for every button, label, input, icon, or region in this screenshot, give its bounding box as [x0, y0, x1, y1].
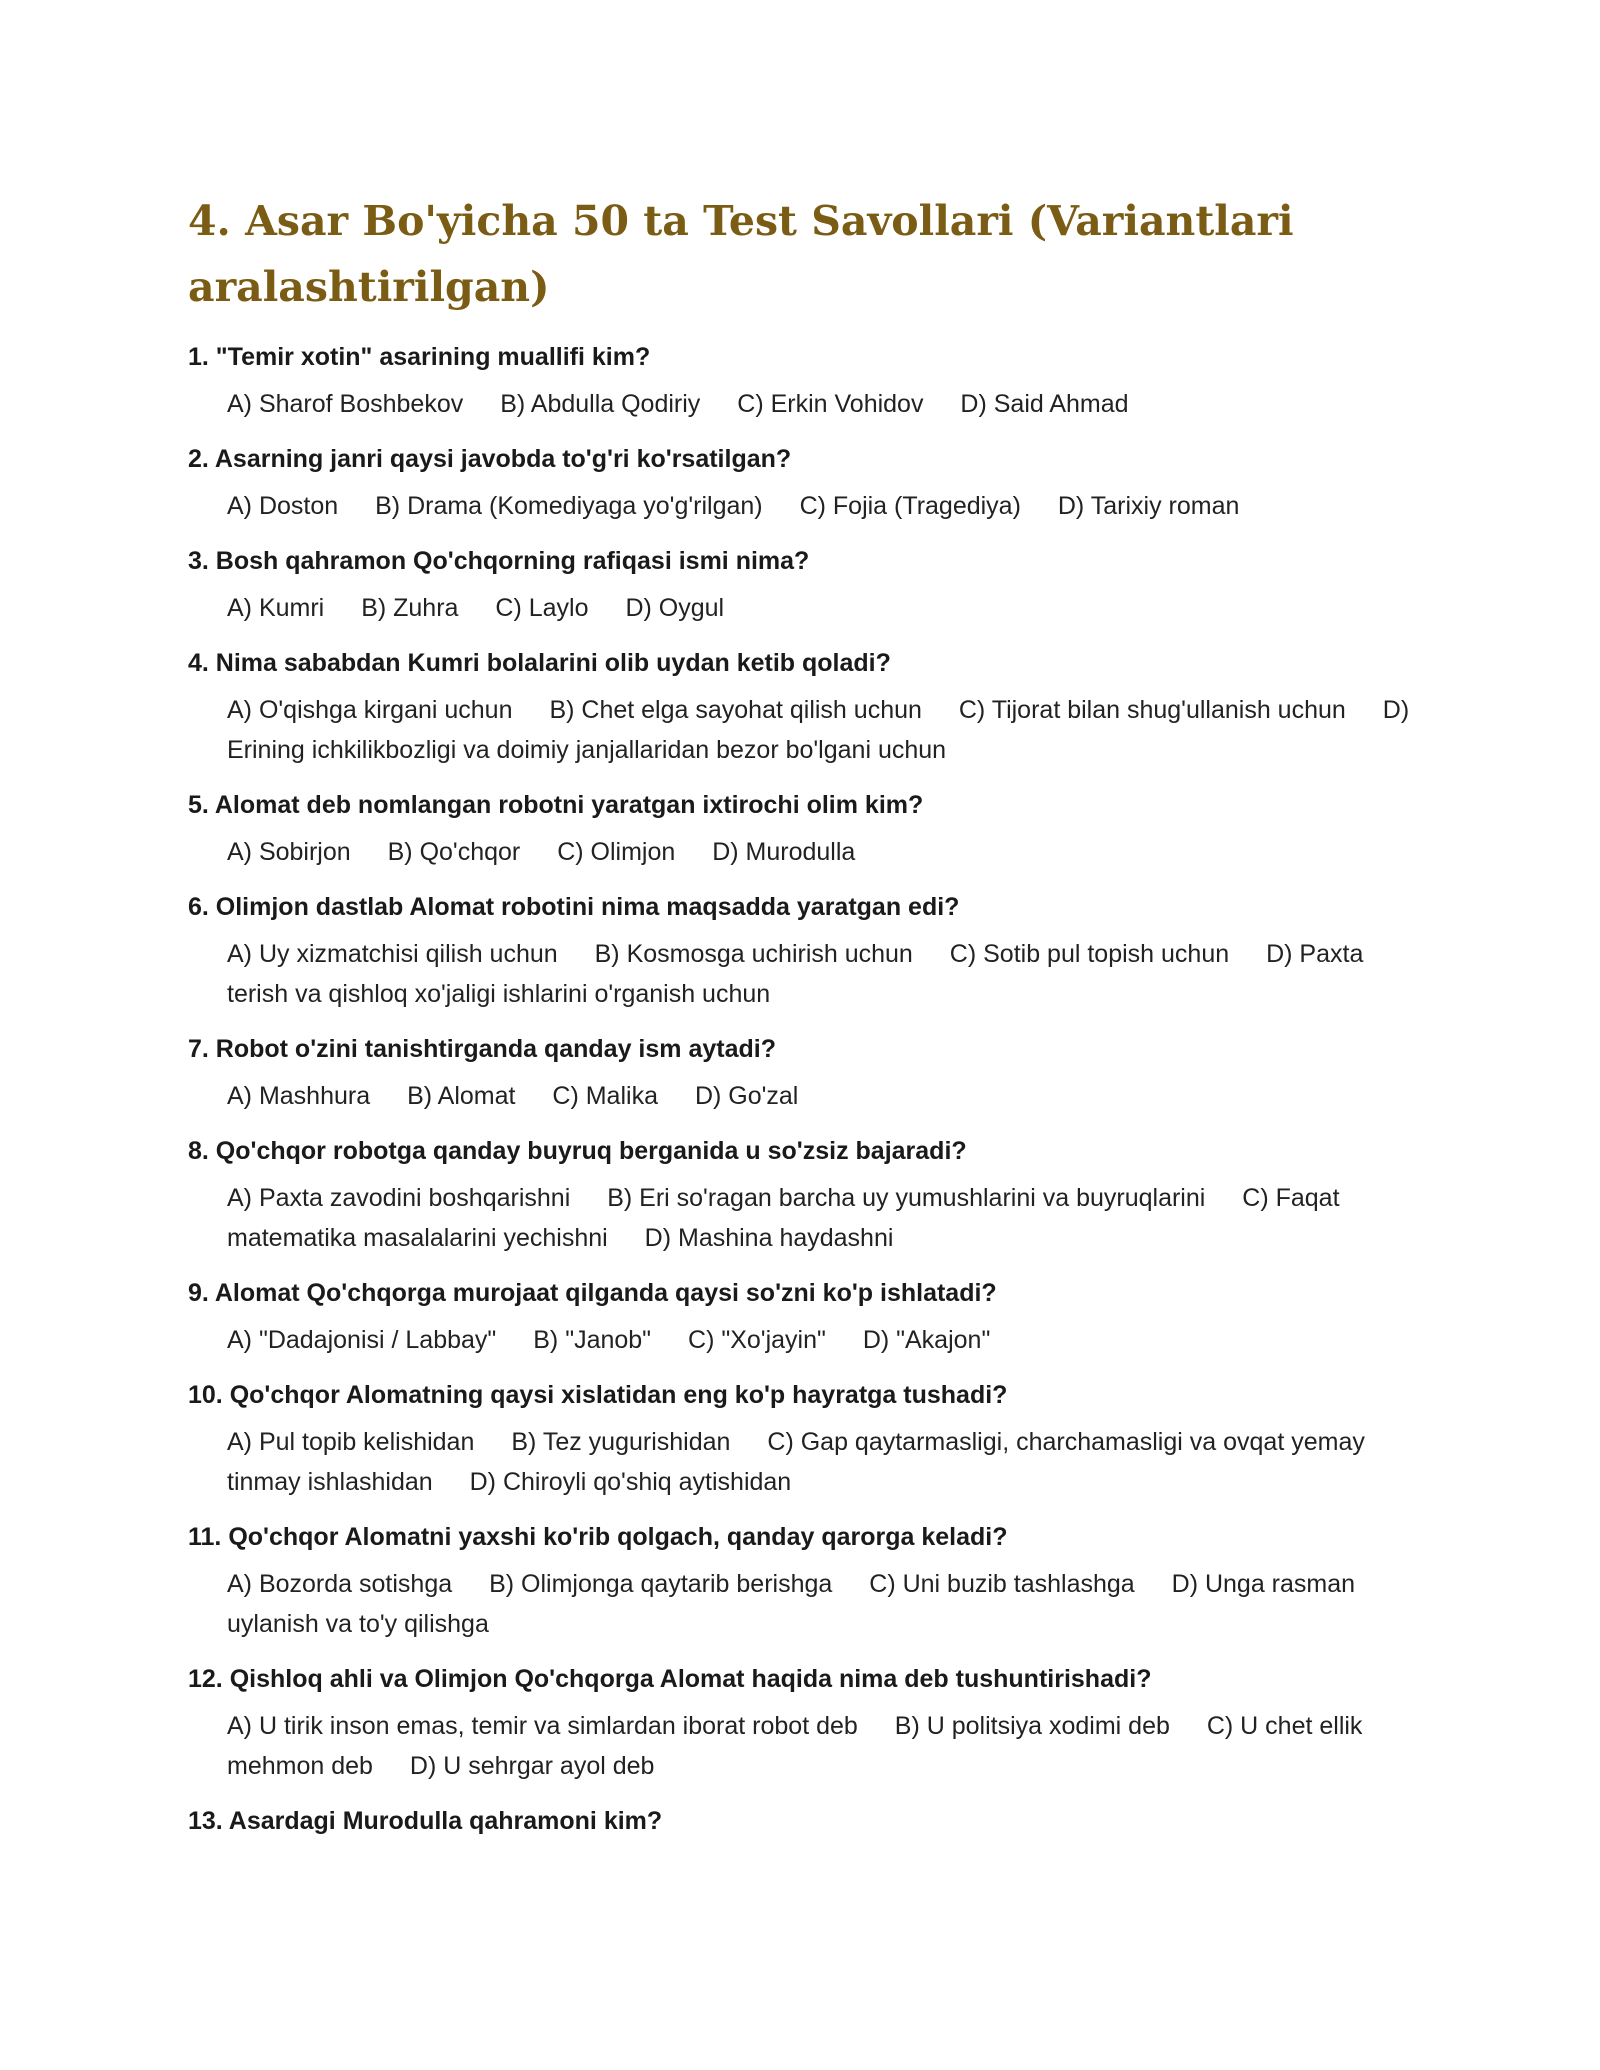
answer-option: B) Eri so'ragan barcha uy yumushlarini va buyruqlarini	[607, 1184, 1206, 1212]
document-page	[188, 188, 1418, 1856]
question-text: 11. Qo'chqor Alomatni yaxshi ko'rib qolgach, qanday qarorga keladi?	[188, 1523, 1008, 1551]
question-list	[188, 340, 1418, 1838]
answer-option: D) Said Ahmad	[960, 390, 1129, 418]
question-item	[188, 1662, 1418, 1786]
answer-option: C) Sotib pul topish uchun	[949, 940, 1230, 968]
question-item	[188, 1378, 1418, 1502]
answer-option: C) "Xo'jayin"	[688, 1326, 826, 1354]
answer-option: C) Tijorat bilan shug'ullanish uchun	[958, 696, 1346, 724]
page-title: 4. Asar Bo'yicha 50 ta Test Savollari (Variantlari aralashtirilgan)	[188, 197, 1294, 311]
answer-options	[188, 1706, 1418, 1786]
question-item	[188, 1032, 1418, 1116]
answer-option: C) Faqat matematika masalalarini yechishni	[227, 1184, 1340, 1252]
answer-option: D) Paxta terish va qishloq xo'jaligi ishlarini o'rganish uchun	[227, 940, 1364, 1008]
answer-option: A) Doston	[227, 492, 339, 520]
answer-option: C) Uni buzib tashlashga	[869, 1570, 1135, 1598]
question-item	[188, 1134, 1418, 1258]
answer-option: D) Oygul	[625, 594, 725, 622]
answer-option: D) U sehrgar ayol deb	[409, 1752, 655, 1780]
question-text: 5. Alomat deb nomlangan robotni yaratgan ixtirochi olim kim?	[188, 791, 924, 819]
answer-options	[188, 486, 1418, 526]
answer-option: A) Paxta zavodini boshqarishni	[227, 1184, 571, 1212]
question-item	[188, 442, 1418, 526]
answer-option: A) O'qishga kirgani uchun	[227, 696, 513, 724]
answer-options	[188, 1178, 1418, 1258]
answer-option: D) Murodulla	[712, 838, 856, 866]
question-item	[188, 1276, 1418, 1360]
question-text: 8. Qo'chqor robotga qanday buyruq berganida u so'zsiz bajaradi?	[188, 1137, 967, 1165]
question-text: 3. Bosh qahramon Qo'chqorning rafiqasi ismi nima?	[188, 547, 810, 575]
answer-option: A) Sobirjon	[227, 838, 351, 866]
answer-option: B) Kosmosga uchirish uchun	[594, 940, 913, 968]
question-text: 10. Qo'chqor Alomatning qaysi xislatidan eng ko'p hayratga tushadi?	[188, 1381, 1008, 1409]
answer-option: B) Zuhra	[361, 594, 459, 622]
question-text: 2. Asarning janri qaysi javobda to'g'ri ko'rsatilgan?	[188, 445, 792, 473]
answer-option: B) Drama (Komediyaga yo'g'rilgan)	[375, 492, 763, 520]
answer-option: C) U chet ellik mehmon deb	[227, 1712, 1363, 1780]
answer-option: B) Qo'chqor	[387, 838, 521, 866]
question-item	[188, 788, 1418, 872]
answer-option: B) Alomat	[407, 1082, 516, 1110]
question-text: 4. Nima sababdan Kumri bolalarini olib uydan ketib qoladi?	[188, 649, 891, 677]
answer-option: A) Bozorda sotishga	[227, 1570, 453, 1598]
question-item	[188, 340, 1418, 424]
answer-option: C) Fojia (Tragediya)	[799, 492, 1021, 520]
answer-option: B) "Janob"	[533, 1326, 652, 1354]
answer-option: B) Olimjonga qaytarib berishga	[489, 1570, 833, 1598]
answer-option: B) Abdulla Qodiriy	[500, 390, 701, 418]
answer-option: B) U politsiya xodimi deb	[894, 1712, 1170, 1740]
answer-option: A) Sharof Boshbekov	[227, 390, 464, 418]
answer-option: C) Erkin Vohidov	[737, 390, 924, 418]
answer-option: C) Malika	[552, 1082, 658, 1110]
answer-option: B) Chet elga sayohat qilish uchun	[549, 696, 922, 724]
question-item	[188, 1804, 1418, 1838]
question-item	[188, 1520, 1418, 1644]
answer-options	[188, 1320, 1418, 1360]
question-text: 12. Qishloq ahli va Olimjon Qo'chqorga Alomat haqida nima deb tushuntirishadi?	[188, 1665, 1152, 1693]
answer-option: A) Mashhura	[227, 1082, 371, 1110]
answer-option: D) Chiroyli qo'shiq aytishidan	[469, 1468, 792, 1496]
answer-option: A) Pul topib kelishidan	[227, 1428, 475, 1456]
answer-option: A) Uy xizmatchisi qilish uchun	[227, 940, 558, 968]
answer-options	[188, 934, 1418, 1014]
answer-options	[188, 1076, 1418, 1116]
answer-option: D) Mashina haydashni	[644, 1224, 894, 1252]
answer-option: A) "Dadajonisi / Labbay"	[227, 1326, 497, 1354]
answer-options	[188, 832, 1418, 872]
answer-option: D) "Akajon"	[862, 1326, 991, 1354]
question-text: 13. Asardagi Murodulla qahramoni kim?	[188, 1807, 663, 1835]
answer-option: D) Tarixiy roman	[1057, 492, 1240, 520]
answer-options	[188, 1564, 1418, 1644]
question-text: 6. Olimjon dastlab Alomat robotini nima maqsadda yaratgan edi?	[188, 893, 960, 921]
answer-options	[188, 690, 1418, 770]
question-text: 7. Robot o'zini tanishtirganda qanday ism aytadi?	[188, 1035, 776, 1063]
answer-option: A) U tirik inson emas, temir va simlardan iborat robot deb	[227, 1712, 858, 1740]
question-item	[188, 544, 1418, 628]
answer-option: B) Tez yugurishidan	[511, 1428, 731, 1456]
answer-option: A) Kumri	[227, 594, 325, 622]
question-text: 1. "Temir xotin" asarining muallifi kim?	[188, 343, 651, 371]
answer-options	[188, 1422, 1418, 1502]
question-text: 9. Alomat Qo'chqorga murojaat qilganda qaysi so'zni ko'p ishlatadi?	[188, 1279, 997, 1307]
answer-option: D) Unga rasman uylanish va to'y qilishga	[227, 1570, 1356, 1638]
answer-options	[188, 384, 1418, 424]
question-item	[188, 646, 1418, 770]
answer-option: C) Gap qaytarmasligi, charchamasligi va ovqat yemay tinmay ishlashidan	[227, 1428, 1365, 1496]
answer-option: D) Go'zal	[694, 1082, 799, 1110]
answer-option: D) Erining ichkilikbozligi va doimiy janjallaridan bezor bo'lgani uchun	[227, 696, 1410, 764]
answer-option: C) Laylo	[495, 594, 589, 622]
answer-option: C) Olimjon	[557, 838, 676, 866]
question-item	[188, 890, 1418, 1014]
answer-options	[188, 588, 1418, 628]
